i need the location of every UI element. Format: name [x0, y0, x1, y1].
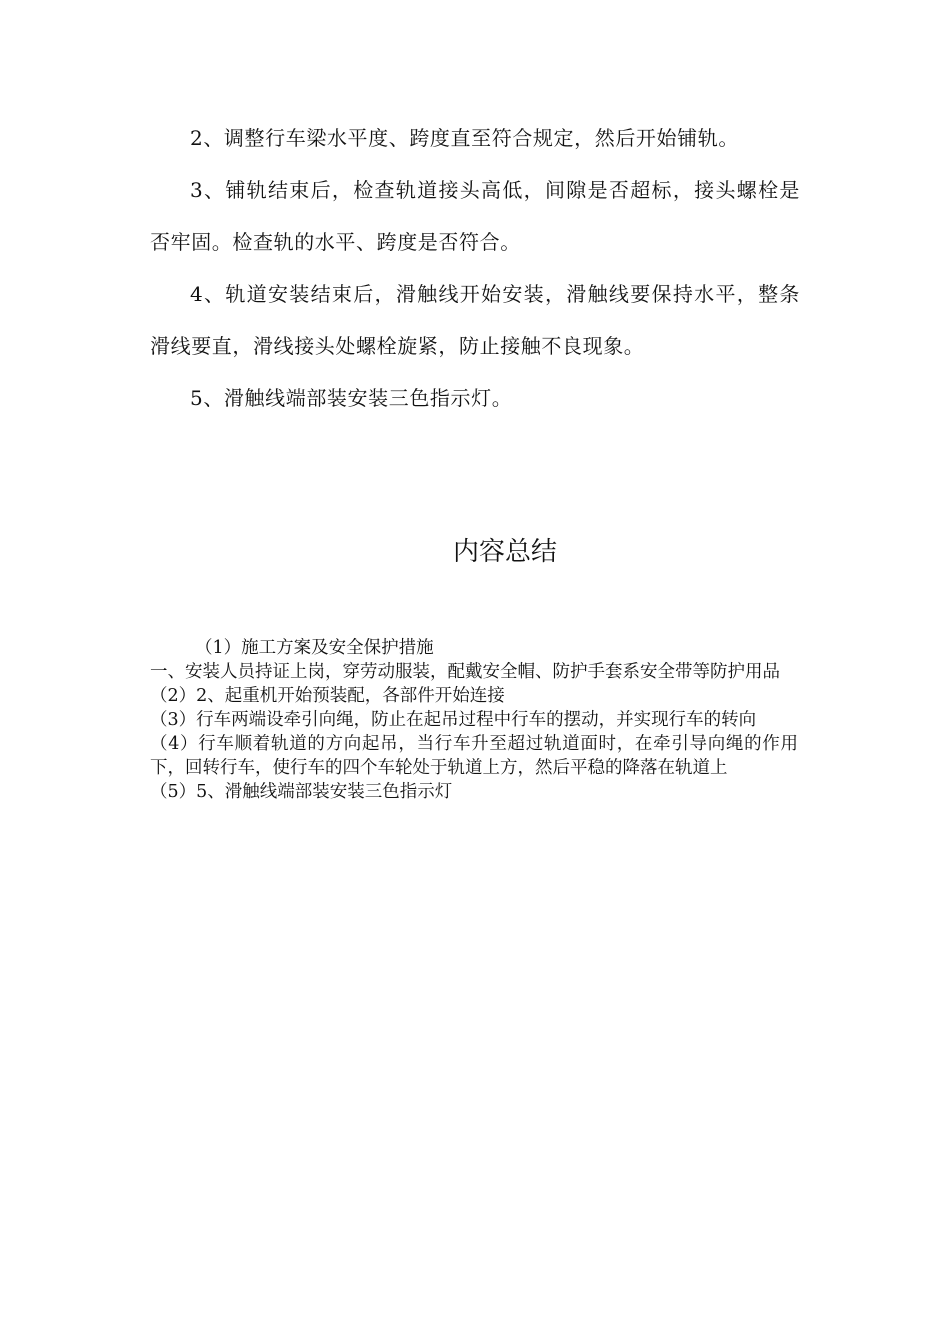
summary-line: （3）行车两端设牵引向绳，防止在起吊过程中行车的摆动，并实现行车的转向: [150, 710, 757, 730]
summary-title: 内容总结: [452, 537, 557, 567]
summary-section: [150, 636, 798, 804]
body-text-section: [150, 112, 800, 424]
summary-line: （5）5、滑触线端部装安装三色指示灯: [150, 782, 453, 802]
summary-line: （2）2、起重机开始预装配，各部件开始连接: [150, 686, 505, 706]
summary-line: （1）施工方案及安全保护措施: [195, 638, 434, 658]
body-paragraph-5: 5、滑触线端部装安装三色指示灯。: [190, 386, 513, 410]
body-paragraph-4: 4、轨道安装结束后，滑触线开始安装，滑触线要保持水平，整条滑线要直，滑线接头处螺栓旋紧，防止接触不良现象。: [150, 282, 800, 358]
body-paragraph-2: 2、调整行车梁水平度、跨度直至符合规定，然后开始铺轨。: [190, 126, 739, 150]
body-paragraph-3: 3、铺轨结束后，检查轨道接头高低，间隙是否超标，接头螺栓是否牢固。检查轨的水平、跨度是否符合。: [150, 178, 800, 254]
summary-line: 一、安装人员持证上岗，穿劳动服装，配戴安全帽、防护手套系安全带等防护用品: [150, 662, 780, 682]
summary-line: （4）行车顺着轨道的方向起吊，当行车升至超过轨道面时，在牵引导向绳的作用下，回转行车，使行车的四个车轮处于轨道上方，然后平稳的降落在轨道上: [150, 734, 798, 778]
